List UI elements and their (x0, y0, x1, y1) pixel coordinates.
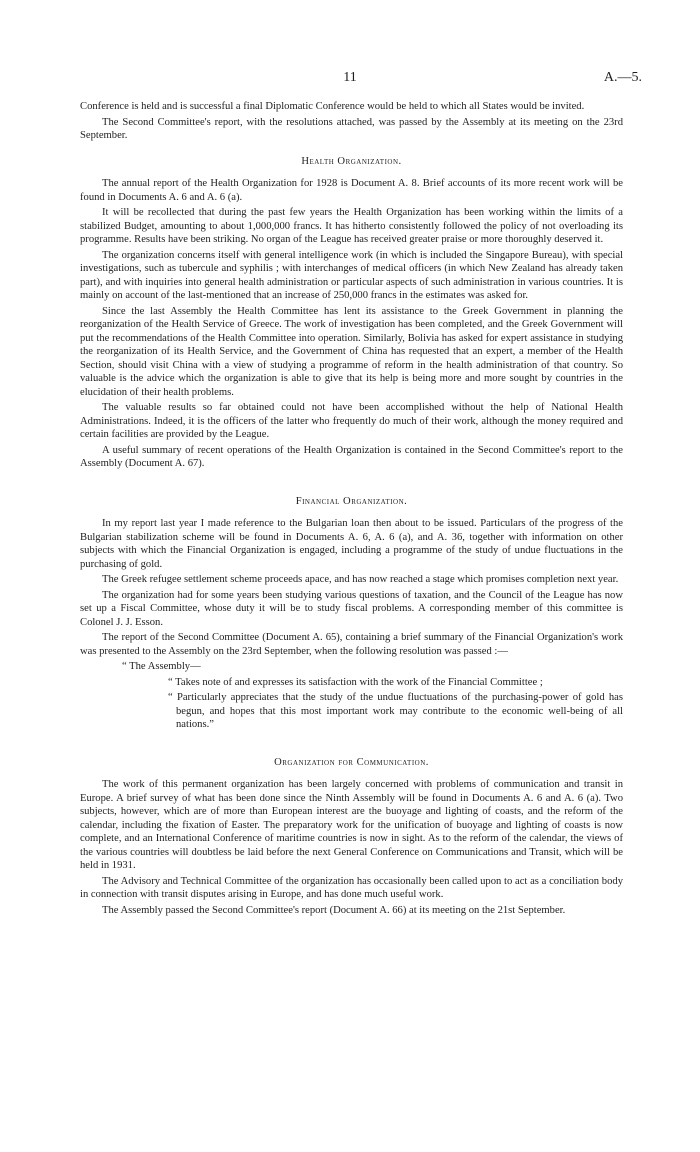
financial-paragraph-1: In my report last year I made reference to the Bulgarian loan then about to be issued. Particulars of the progress of the Bulgarian stabilization scheme will be found in Documents A. 6, A. 6 (a), and A. 36, together with information on other subjects with which the Financial Organization is engaged, including a programme of the study of undue fluctuations in the purchasing of gold. (80, 518, 623, 570)
health-paragraph-4: Since the last Assembly the Health Committee has lent its assistance to the Greek Government in planning the reorganization of the Health Service of Greece. The work of investigation has been completed, and the Greek Government will put the recommendations of the Health Committee into operation. Similarly, Bolivia has asked for expert assistance in studying the reorganization of its Health Service, and the Government of China has requested that an expert, a member of the Health Section, should visit China with a view of studying a programme of reform in the health administration of that country. So valuable is the advice which the organization is able to give that its help is being more and more sought by countries in the elucidation of their health problems. (80, 305, 623, 398)
financial-paragraph-4: The report of the Second Committee (Document A. 65), containing a brief summary of the Financial Organization's work was presented to the Assembly on the 23rd September, when the following resolution was passed :— (80, 632, 623, 657)
intro-paragraph-1: Conference is held and is successful a final Diplomatic Conference would be held to which all States would be invited. (80, 101, 585, 112)
document-reference: A.—5. (603, 70, 642, 85)
communication-paragraph-1: The work of this permanent organization has been largely concerned with problems of communication and transit in Europe. A brief survey of what has been done since the Ninth Assembly will be found in Documents A. 6 and A. 6 (a). Two subjects, however, which are of more than European interest are the buoyage and lighting of coasts, and the reform of the calendar, including the fixation of Easter. The preparatory work for the unification of buoyage and lighting of coasts is now complete, and an International Conference of maritime countries is now in sight. As to the reform of the calendar, the views of the various countries will doubtless be laid before the next General Conference on Communications and Transit, which will be held in 1931. (80, 779, 623, 871)
health-paragraph-1: The annual report of the Health Organization for 1928 is Document A. 8. Brief accounts of its more recent work will be found in Documents A. 6 and A. 6 (a). (80, 178, 623, 203)
health-paragraph-3: The organization concerns itself with general intelligence work (in which is included the Singapore Bureau), with special investigations, such as tubercule and syphilis ; with interchanges of medical officers (in which New Zealand has already taken part), and with inquiries into general health administration or particular aspects of such administration in various countries. It is mainly on account of the last-mentioned that an increase of 250,000 francs in the estimates was asked for. (80, 249, 623, 301)
intro-paragraph-2: The Second Committee's report, with the resolutions attached, was passed by the Assembly at its meeting on the 23rd September. (80, 116, 623, 141)
page-body (80, 100, 623, 919)
communication-paragraph-2: The Advisory and Technical Committee of the organization has occasionally been called upon to act as a conciliation body in connection with transit disputes arising in Europe, and has done much useful work. (80, 875, 623, 900)
resolution-clause-2: “ Particularly appreciates that the study of the undue fluctuations of the purchasing-power of gold has begun, and hopes that this most important work may contribute to the economic well-being of all nations.” (168, 692, 623, 730)
financial-paragraph-2: The Greek refugee settlement scheme proceeds apace, and has now reached a stage which promises completion next year. (102, 574, 619, 585)
resolution-clause-1: “ Takes note of and expresses its satisfaction with the work of the Financial Committee ; (168, 676, 543, 688)
communication-organization-heading: Organization for Communication. (274, 756, 429, 768)
health-paragraph-6: A useful summary of recent operations of the Health Organization is contained in the Second Committee's report to the Assembly (Document A. 67). (80, 444, 623, 469)
health-paragraph-5: The valuable results so far obtained could not have been accomplished without the help of National Health Administrations. Indeed, it is the officers of the latter who frequently do much of their work, although the money required and certain facilities are provided by the League. (80, 402, 623, 440)
health-organization-heading: Health Organization. (301, 155, 402, 167)
page-number: 11 (343, 70, 357, 85)
financial-organization-heading: Financial Organization. (295, 495, 408, 507)
communication-paragraph-3: The Assembly passed the Second Committee's report (Document A. 66) at its meeting on the 21st September. (102, 904, 566, 916)
page-header (0, 70, 700, 86)
financial-paragraph-3: The organization had for some years been studying various questions of taxation, and the Council of the League has now set up a Fiscal Committee, whose duty it will be to study fiscal problems. A corresponding member of this committee is Colonel J. J. Esson. (80, 589, 623, 628)
resolution-intro: “ The Assembly— (122, 661, 201, 672)
health-paragraph-2: It will be recollected that during the past few years the Health Organization has been working within the limits of a stabilized Budget, amounting to about 1,000,000 francs. It has hitherto consistently followed the policy of not overloading its programme. Results have been striking. No organ of the League has received greater praise or more thoroughly deserved it. (80, 207, 623, 245)
